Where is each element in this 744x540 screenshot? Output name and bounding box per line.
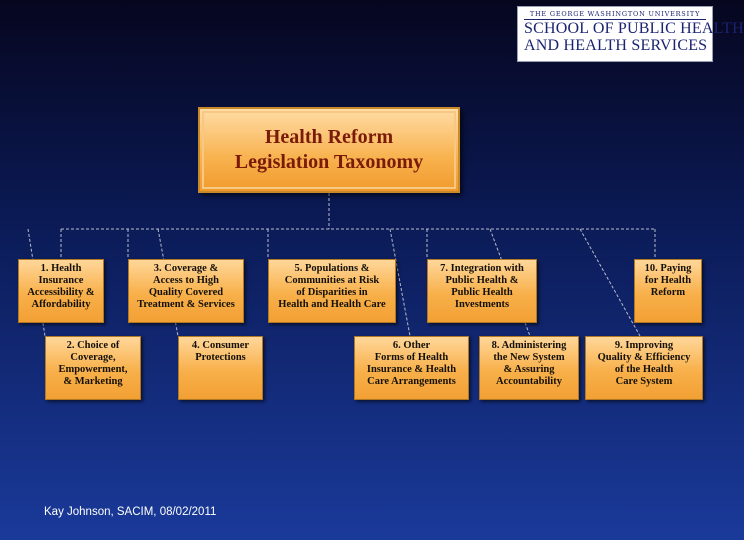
category-1-box: 1. Health Insurance Accessibility & Affordability — [18, 259, 104, 323]
category-6-box: 6. Other Forms of Health Insurance & Health Care Arrangements — [354, 336, 469, 400]
footer-credit: Kay Johnson, SACIM, 08/02/2011 — [44, 506, 217, 518]
category-4-box: 4. Consumer Protections — [178, 336, 263, 400]
category-10-box: 10. Paying for Health Reform — [634, 259, 702, 323]
category-3-box: 3. Coverage & Access to High Quality Covered Treatment & Services — [128, 259, 244, 323]
category-2-box: 2. Choice of Coverage, Empowerment, & Marketing — [45, 336, 141, 400]
logo-university-name: THE GEORGE WASHINGTON UNIVERSITY — [524, 10, 706, 20]
logo-school-subname: AND HEALTH SERVICES — [524, 37, 708, 54]
taxonomy-title-box: Health Reform Legislation Taxonomy — [198, 107, 460, 193]
category-5-box: 5. Populations & Communities at Risk of Disparities in Health and Health Care — [268, 259, 396, 323]
connector-cat-9 — [580, 229, 640, 336]
logo-school-name: SCHOOL OF PUBLIC HEALTH — [524, 20, 744, 37]
category-7-box: 7. Integration with Public Health & Public Health Investments — [427, 259, 537, 323]
category-8-box: 8. Administering the New System & Assuring Accountability — [479, 336, 579, 400]
category-9-box: 9. Improving Quality & Efficiency of the Health Care System — [585, 336, 703, 400]
